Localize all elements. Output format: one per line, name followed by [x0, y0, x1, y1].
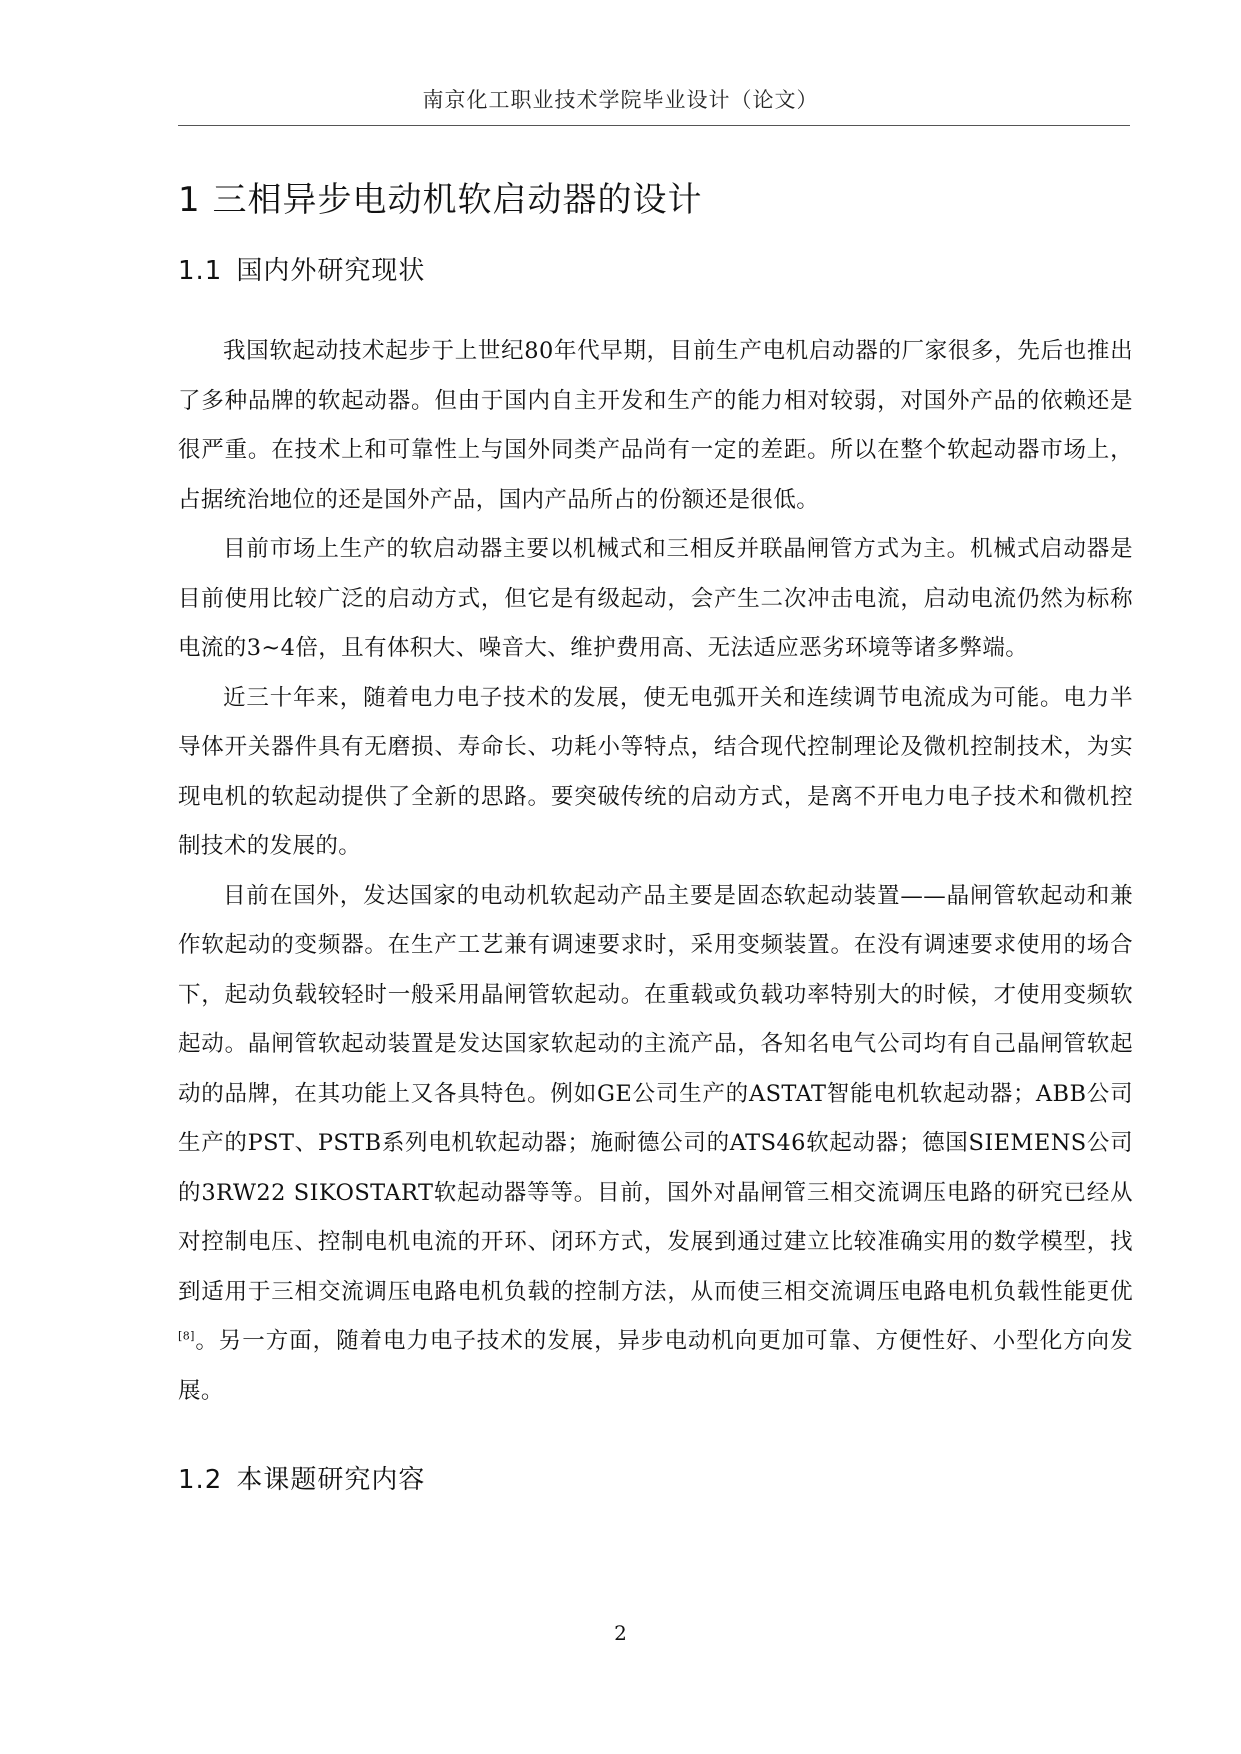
paragraph-4-tail: 。另一方面，随着电力电子技术的发展，异步电动机向更加可靠、方便性好、小型化方向发展。 [178, 1328, 1133, 1404]
header-rule [178, 125, 1130, 126]
section-number: 1.1 [178, 256, 223, 286]
citation-ref[interactable]: [8] [178, 1329, 195, 1343]
running-header-text: 南京化工职业技术学院毕业设计（论文） [422, 88, 819, 112]
section-number: 1.2 [178, 1465, 223, 1495]
paragraph-4-main: 目前在国外，发达国家的电动机软起动产品主要是固态软起动装置——晶闸管软起动和兼作软起动的变频器。在生产工艺兼有调速要求时，采用变频装置。在没有调速要求使用的场合下，起动负载较轻时一般采用晶闸管软起动。在重载或负载功率特别大的时候，才使用变频软起动。晶闸管软起动装置是发达国家软起动的主流产品，各知名电气公司均有自己晶闸管软起动的品牌，在其功能上又各具特色。例如GE公司生产的ASTAT智能电机软起动器；ABB公司生产的PST、PSTB系列电机软起动器；施耐德公司的ATS46软起动器；德国SIEMENS公司的3RW22 SIKOSTART软起动器等等。目前，国外对晶闸管三相交流调压电路的研究已经从对控制电压、控制电机电流的开环、闭环方式，发展到通过建立比较准确实用的数学模型，找到适用于三相交流调压电路电机负载的控制方法，从而使三相交流调压电路电机负载性能更优 [178, 882, 1133, 1305]
section-title-text: 本课题研究内容 [236, 1465, 426, 1495]
paragraph-2: 目前市场上生产的软启动器主要以机械式和三相反并联晶闸管方式为主。机械式启动器是目前使用比较广泛的启动方式，但它是有级起动，会产生二次冲击电流，启动电流仍然为标称电流的3~4倍，且有体积大、噪音大、维护费用高、无法适应恶劣环境等诸多弊端。 [178, 536, 1133, 661]
running-header [0, 86, 1241, 114]
section-title-text: 国内外研究现状 [236, 256, 426, 286]
section-heading-1-2 [178, 1462, 425, 1498]
paragraph-3: 近三十年来，随着电力电子技术的发展，使无电弧开关和连续调节电流成为可能。电力半导体开关器件具有无磨损、寿命长、功耗小等特点，结合现代控制理论及微机控制技术，为实现电机的软起动提供了全新的思路。要突破传统的启动方式，是离不开电力电子技术和微机控制技术的发展的。 [178, 684, 1133, 859]
page-number: 2 [614, 1621, 627, 1645]
paragraph-4 [178, 872, 1133, 1417]
chapter-title: 1 三相异步电动机软启动器的设计 [178, 180, 703, 220]
section-body-1-1 [178, 327, 1133, 1416]
section-heading-1-1 [178, 253, 425, 289]
paragraph-1: 我国软起动技术起步于上世纪80年代早期，目前生产电机启动器的厂家很多，先后也推出了多种品牌的软起动器。但由于国内自主开发和生产的能力相对较弱，对国外产品的依赖还是很严重。在技术上和可靠性上与国外同类产品尚有一定的差距。所以在整个软起动器市场上，占据统治地位的还是国外产品，国内产品所占的份额还是很低。 [178, 338, 1133, 513]
